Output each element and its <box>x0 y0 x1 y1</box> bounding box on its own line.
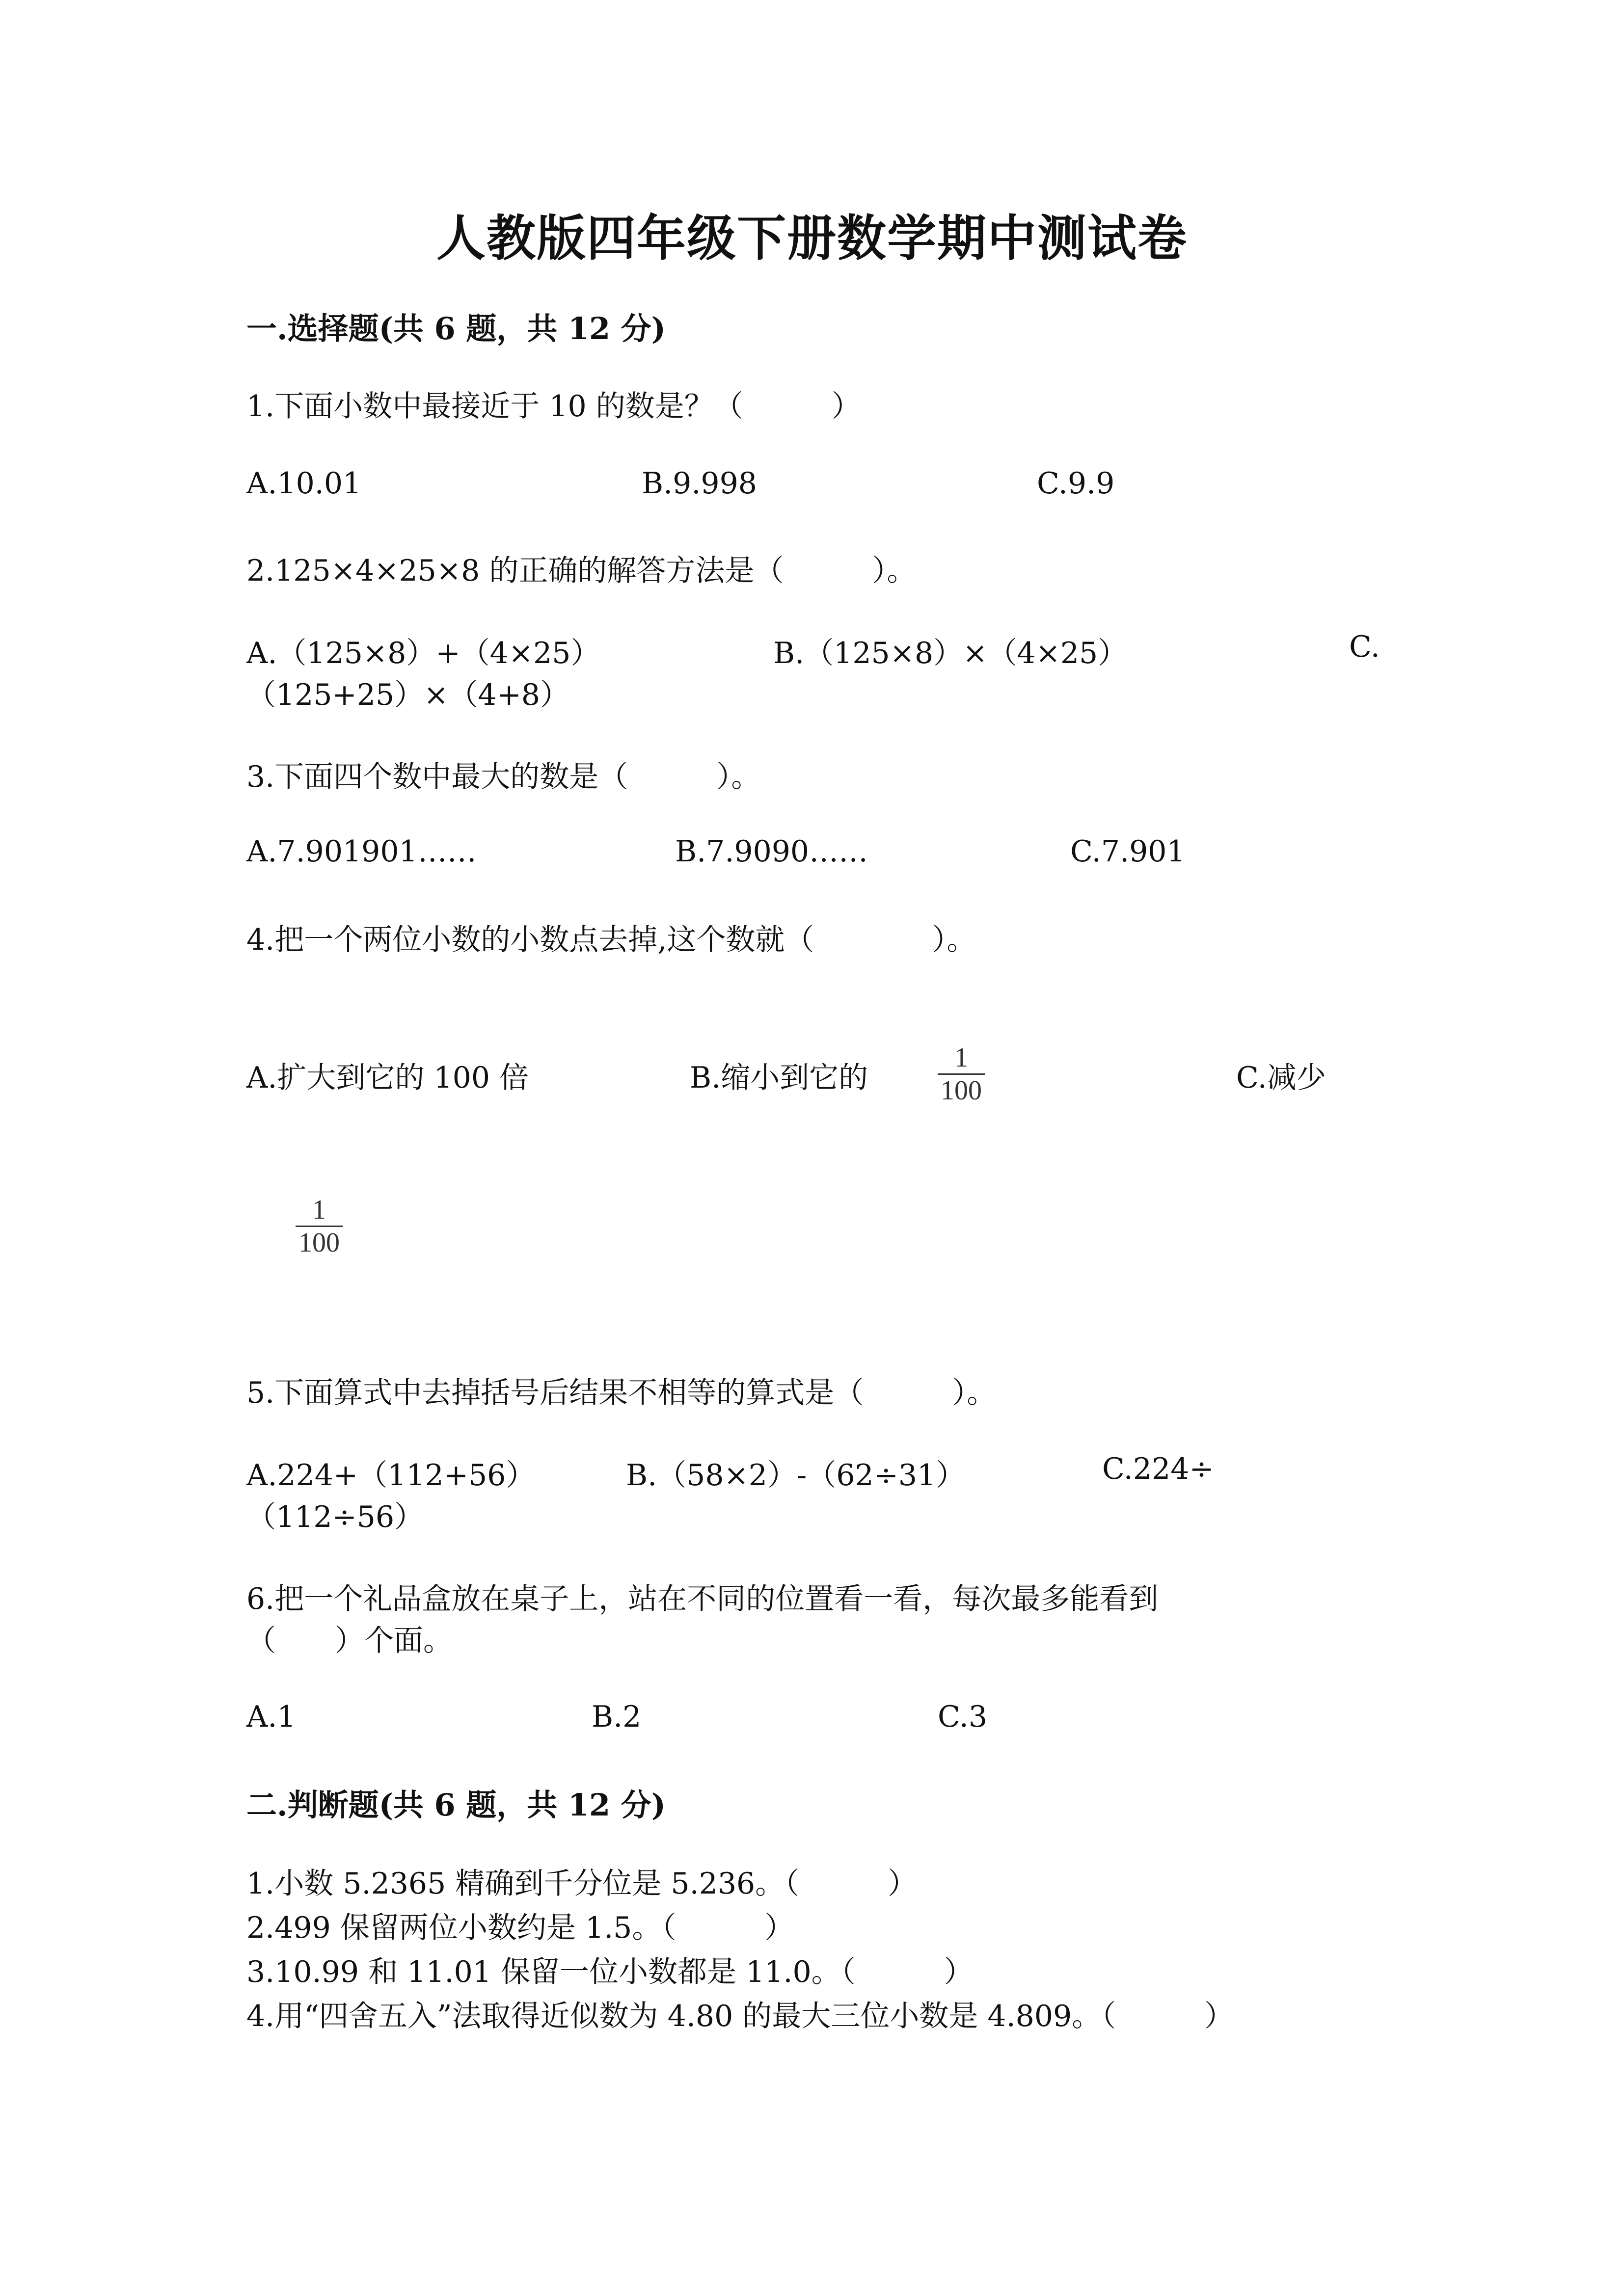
q1-option-a: A.10.01 <box>246 466 362 501</box>
question-6: 6.把一个礼品盒放在桌子上，站在不同的位置看一看，每次最多能看到 <box>246 1582 1159 1616</box>
q2-option-c-text: （125+25）×（4+8） <box>246 678 570 712</box>
fraction-bar <box>296 1226 343 1227</box>
question-2: 2.125×4×25×8 的正确的解答方法是（ ）。 <box>246 554 917 588</box>
q6-option-b: B.2 <box>592 1700 642 1734</box>
judgement-item-3: 3.10.99 和 11.01 保留一位小数都是 11.0。（ ） <box>246 1955 974 1989</box>
q2-option-a: A.（125×8）+（4×25） <box>246 636 600 670</box>
fraction-numerator: 1 <box>312 1195 326 1225</box>
q2-option-b: B.（125×8）×（4×25） <box>773 636 1128 670</box>
q3-option-b: B.7.9090…… <box>675 834 868 869</box>
q1-option-c: C.9.9 <box>1037 466 1115 501</box>
q6-option-a: A.1 <box>246 1700 296 1734</box>
q6-option-c: C.3 <box>938 1700 988 1734</box>
q3-option-a: A.7.901901…… <box>246 834 477 869</box>
fraction-bar <box>938 1073 985 1075</box>
q5-option-b: B.（58×2）-（62÷31） <box>626 1458 966 1493</box>
q4-option-c-fraction <box>296 1195 343 1257</box>
judgement-item-4: 4.用“四舍五入”法取得近似数为 4.80 的最大三位小数是 4.809。（ ） <box>246 1999 1234 2033</box>
question-3: 3.下面四个数中最大的数是（ ）。 <box>246 760 761 794</box>
q4-option-b: B.缩小到它的 <box>690 1061 868 1095</box>
q5-option-c-text: （112÷56） <box>246 1500 424 1534</box>
judgement-item-1: 1.小数 5.2365 精确到千分位是 5.236。（ ） <box>246 1867 918 1901</box>
section-heading-judgement: 二.判断题(共 6 题，共 12 分) <box>246 1787 666 1823</box>
fraction-numerator: 1 <box>954 1042 968 1073</box>
question-5: 5.下面算式中去掉括号后结果不相等的算式是（ ）。 <box>246 1376 997 1410</box>
q4-option-c: C.减少 <box>1236 1061 1326 1095</box>
q2-option-c: C. <box>1349 630 1380 664</box>
page-title: 人教版四年级下册数学期中测试卷 <box>436 209 1188 267</box>
question-1: 1.下面小数中最接近于 10 的数是？（ ） <box>246 389 861 424</box>
q1-option-b: B.9.998 <box>642 466 757 501</box>
q4-option-b-fraction <box>938 1043 985 1105</box>
q5-option-c: C.224÷ <box>1102 1452 1214 1486</box>
fraction-denominator: 100 <box>941 1075 982 1106</box>
section-heading-choice: 一.选择题(共 6 题，共 12 分) <box>246 311 666 347</box>
fraction-denominator: 100 <box>298 1228 340 1258</box>
judgement-item-2: 2.499 保留两位小数约是 1.5。（ ） <box>246 1911 794 1945</box>
q4-option-a: A.扩大到它的 100 倍 <box>246 1061 529 1095</box>
q3-option-c: C.7.901 <box>1070 834 1186 869</box>
question-6-cont: （ ）个面。 <box>246 1624 453 1658</box>
question-4: 4.把一个两位小数的小数点去掉,这个数就（ ）。 <box>246 923 976 957</box>
q5-option-a: A.224+（112+56） <box>246 1458 536 1493</box>
